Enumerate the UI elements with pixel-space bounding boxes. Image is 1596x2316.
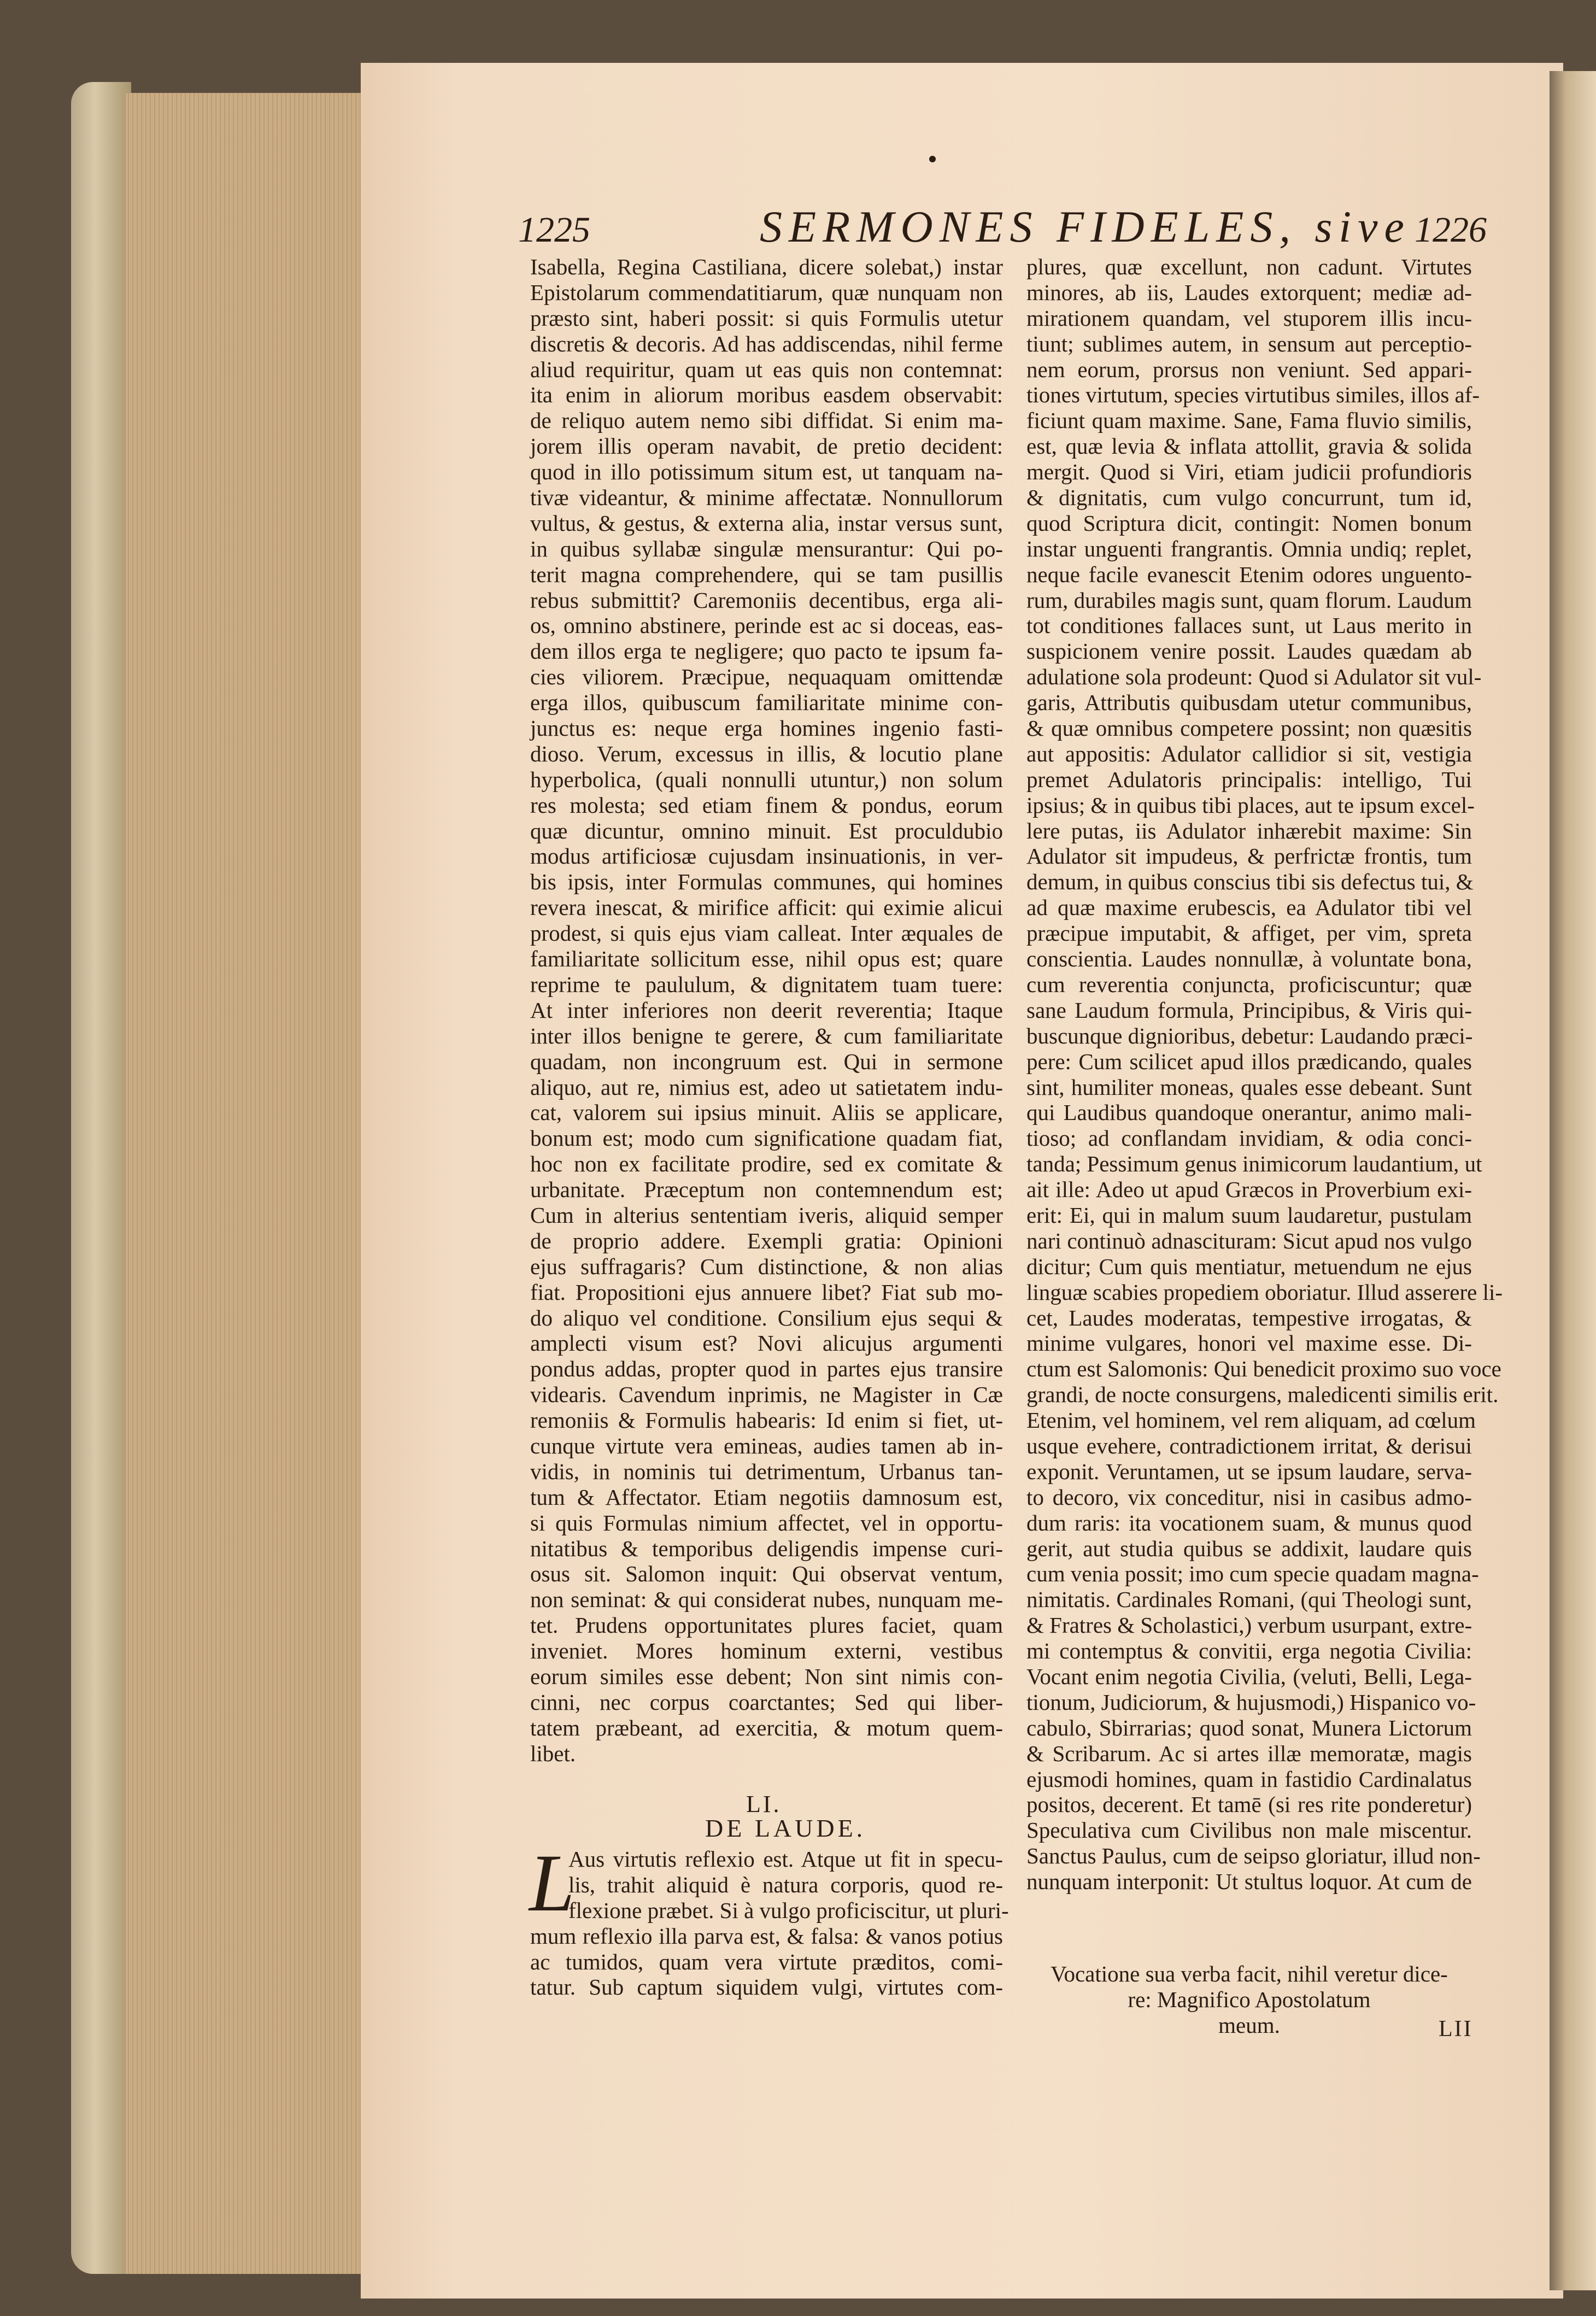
left-column-line: hoc non ex facilitate prodire, sed ex comitate & <box>530 1151 1003 1177</box>
section-body-line: lis, trahit aliquid è natura corporis, quod re- <box>568 1872 1003 1897</box>
left-column-line: quadam, non incongruum est. Qui in sermone <box>530 1048 1003 1074</box>
left-column-line: eorum similes esse debent; Non sint nimis con- <box>530 1663 1003 1689</box>
right-column-line: mi contemptus & convitii, erga negotia Civilia: <box>1026 1638 1472 1664</box>
right-column-line: præcipue imputabit, & affiget, per vim, spreta <box>1026 920 1472 946</box>
section-body-line: tatur. Sub captum siquidem vulgi, virtutes com- <box>530 1974 1003 2000</box>
left-column-line: osus sit. Salomon inquit: Qui observat ventum, <box>530 1561 1003 1587</box>
right-column-line: aut appositis: Adulator callidior si sit, vestigia <box>1026 741 1472 766</box>
left-column-line: aliquo, aut re, nimius est, adeo ut satietatem indu- <box>530 1074 1003 1100</box>
left-column-line: prodest, si quis ejus viam calleat. Inter æquales de <box>530 920 1003 946</box>
left-column-line: urbanitate. Præceptum non contemnendum est; <box>530 1177 1003 1203</box>
right-column-line: minores, ab iis, Laudes extorquent; mediæ ad- <box>1026 279 1472 305</box>
left-column-line: terit magna comprehendere, qui se tam pusillis <box>530 561 1003 587</box>
right-column-line: buscunque dignioribus, debetur: Laudando præci- <box>1026 1023 1473 1048</box>
right-tail-line: Vocatione sua verba facit, nihil veretur dice- <box>1051 1961 1448 1986</box>
section-title: DE LAUDE. <box>705 1814 866 1842</box>
left-column-line: tatem præbeant, ad exercitia, & motum quem- <box>530 1715 1003 1740</box>
right-column-line: tanda; Pessimum genus inimicorum laudantium, ut <box>1026 1151 1482 1177</box>
left-column-line: bis ipsis, inter Formulas communes, qui homines <box>530 869 1003 895</box>
left-column-line: libet. <box>530 1740 576 1766</box>
left-column-line: non seminat: & qui considerat nubes, nunquam me- <box>530 1587 1003 1613</box>
section-body-line: ac tumidos, quam vera virtute præditos, comi- <box>530 1949 1003 1974</box>
right-column-line: Vocant enim negotia Civilia, (veluti, Belli, Lega- <box>1026 1663 1472 1689</box>
right-column-line: ficiunt quam maxime. Sane, Fama fluvio similis, <box>1026 408 1472 433</box>
page-edges <box>126 93 361 2274</box>
folio-number-left: 1225 <box>518 210 590 250</box>
right-column-line: nari continuò adnascituram: Sicut apud nos vulgo <box>1026 1228 1472 1253</box>
right-column-line: qui Laudibus quandoque onerantur, animo mali- <box>1026 1100 1472 1125</box>
right-column-line: tiunt; sublimes autem, in sensum aut perceptio- <box>1026 331 1472 356</box>
right-column-tail <box>1026 1961 1472 2038</box>
right-column-line: Speculativa cum Civilibus non male miscentur. <box>1026 1817 1472 1843</box>
right-column-line: rum, durabiles magis sunt, quam florum. Laudum <box>1026 587 1472 613</box>
right-column-line: garis, Attributis quibusdam utetur communibus, <box>1026 690 1472 716</box>
drop-cap: L <box>529 1838 575 1928</box>
left-column-line: discretis & decoris. Ad has addiscendas, nihil ferme <box>530 331 1003 356</box>
left-column-line: cat, valorem sui ipsius minuit. Aliis se applicare, <box>530 1100 1003 1125</box>
right-tail-line: meum. <box>1218 2012 1280 2038</box>
left-column-line: de reliquo autem nemo sibi diffidat. Si enim ma- <box>530 408 1003 433</box>
left-column-line: quod in illo potissimum situm est, ut tanquam na- <box>530 459 1003 485</box>
left-column-line: erga illos, quibuscum familiaritate minime con- <box>530 690 1003 716</box>
right-column-line: instar unguenti frangrantis. Omnia undiq; replet, <box>1026 536 1472 561</box>
right-column-line: mirationem quandam, vel stuporem illis incu- <box>1026 305 1472 331</box>
right-column-line: Etenim, vel hominem, vel rem aliquam, ad cœlum <box>1026 1408 1476 1433</box>
left-column-line: os, omnino abstinere, perinde est ac si doceas, eas- <box>530 613 1003 638</box>
catchword: LII <box>1439 2016 1473 2042</box>
left-column-line: pondus addas, propter quod in partes ejus transire <box>530 1356 1003 1382</box>
left-text-column <box>530 254 1003 1767</box>
right-column-line: & Scribarum. Ac si artes illæ memoratæ, magis <box>1026 1740 1472 1766</box>
page-dot <box>929 156 936 162</box>
right-column-line: & Fratres & Scholastici,) verbum usurpant, extre- <box>1026 1613 1472 1638</box>
right-column-line: usque evehere, contradictionem irritat, & derisui <box>1026 1433 1472 1458</box>
left-column-line: nitatibus & temporibus deligendis impense curi- <box>530 1535 1003 1561</box>
left-column-line: Epistolarum commendatitiarum, quæ nunquam non <box>530 279 1003 305</box>
left-column-line: revera inescat, & mirifice afficit: qui eximie alicui <box>530 895 1003 920</box>
left-column-line: res molesta; sed etiam finem & pondus, eorum <box>530 792 1003 818</box>
right-column-line: tot conditiones fallaces sunt, ut Laus merito in <box>1026 613 1472 638</box>
right-column-line: suspicionem venire possit. Laudes quædam ab <box>1026 638 1472 664</box>
section-body-line: mum reflexio illa parva est, & falsa: & vanos potius <box>530 1923 1003 1949</box>
section-number: LI. <box>746 1791 782 1817</box>
right-column-line: est, quæ levia & inflata attollit, gravia & solida <box>1026 433 1472 459</box>
left-column-line: cies viliorem. Præcipue, nequaquam omittendæ <box>530 664 1003 690</box>
right-column-line: gerit, aut studia quibus se addixit, laudare quis <box>1026 1535 1472 1561</box>
right-text-column <box>1026 254 1503 1895</box>
right-column-line: nunquam interponit: Ut stultus loquor. At cum de <box>1026 1869 1472 1895</box>
right-column-line: ejusmodi homines, quam in fastidio Cardinalatus <box>1026 1766 1472 1792</box>
right-column-line: Adulator sit impudeus, & perfrictæ frontis, tum <box>1026 843 1472 869</box>
right-column-line: exponit. Veruntamen, ut se ipsum laudare, serva- <box>1026 1458 1472 1484</box>
right-column-line: cum reverentia conjuncta, proficiscuntur; quæ <box>1026 971 1472 997</box>
right-column-line: & quæ omnibus competere possint; non quæsitis <box>1026 716 1472 741</box>
left-column-line: dioso. Verum, excessus in illis, & locutio plane <box>530 741 1003 766</box>
right-column-line: ipsius; & in quibus tibi places, aut te ipsum excel- <box>1026 792 1475 818</box>
left-column-line: amplecti visum est? Novi alicujus argumenti <box>530 1330 1003 1356</box>
left-column-line: in quibus syllabæ singulæ mensurantur: Qui po- <box>530 536 1003 561</box>
right-column-line: & dignitatis, cum vulgo concurrunt, tum id, <box>1026 485 1472 511</box>
left-column-line: tet. Prudens opportunitates plures faciet, quam <box>530 1613 1003 1638</box>
right-column-line: grandi, de nocte consurgens, maledicenti similis erit. <box>1026 1382 1499 1408</box>
left-column-line: aliud requiritur, quam ut eas quis non contemnat: <box>530 356 1003 382</box>
left-column-line: Isabella, Regina Castiliana, dicere solebat,) instar <box>530 254 1003 279</box>
left-column-line: ejus suffragaris? Cum distinctione, & non alias <box>530 1253 1003 1279</box>
left-column-line: modus artificiosæ cujusdam insinuationis, in ver- <box>530 843 1003 869</box>
right-column-line: adulatione sola prodeunt: Quod si Adulator sit vul- <box>1026 664 1482 690</box>
left-column-line: fiat. Propositioni ejus annuere libet? Fiat sub mo- <box>530 1279 1003 1305</box>
left-column-line: remoniis & Formulis habearis: Id enim si fiet, ut- <box>530 1408 1003 1433</box>
section-body-line: flexione præbet. Si à vulgo proficiscitur, ut pluri- <box>568 1897 1009 1923</box>
right-column-line: minime vulgares, honori vel maxime esse. Di- <box>1026 1330 1472 1356</box>
left-column-line: familiaritate sollicitum esse, nihil opus est; quare <box>530 946 1003 972</box>
right-column-line: Sanctus Paulus, cum de seipso gloriatur, illud non- <box>1026 1843 1481 1869</box>
left-column-line: vultus, & gestus, & externa alia, instar versus sunt, <box>530 510 1003 536</box>
folio-number-right: 1226 <box>1415 210 1487 250</box>
left-column-line: inveniet. Mores hominum externi, vestibus <box>530 1638 1003 1664</box>
left-column-line: Cum in alterius sententiam iveris, aliquid semper <box>530 1202 1003 1228</box>
right-column-line: sint, humiliter moneas, quales esse debeant. Sunt <box>1026 1074 1472 1100</box>
left-column-line: inter illos benigne te gerere, & cum familiaritate <box>530 1023 1003 1048</box>
left-column-line: quæ dicuntur, omnino minuit. Est proculdubio <box>530 818 1003 843</box>
left-column-line: tum & Affectator. Etiam negotiis damnosum est, <box>530 1484 1003 1510</box>
left-column-line: do aliquo vel conditione. Consilium ejus sequi & <box>530 1305 1003 1330</box>
book-cover-left <box>71 82 131 2274</box>
left-column-line: rebus submittit? Caremoniis decentibus, erga ali- <box>530 587 1003 613</box>
right-column-line: ad quæ maxime erubescis, ea Adulator tibi vel <box>1026 895 1472 920</box>
left-column-line: bonum est; modo cum significatione quadam fiat, <box>530 1125 1003 1151</box>
right-column-line: sane Laudum formula, Principibus, & Viris qui- <box>1026 997 1472 1023</box>
right-column-line: positos, decerent. Et tamē (si res rite ponderetur) <box>1026 1792 1472 1817</box>
right-column-line: to decoro, vix conceditur, nisi in casibus admo- <box>1026 1484 1472 1510</box>
right-column-line: plures, quæ excellunt, non cadunt. Virtutes <box>1026 254 1472 279</box>
right-column-line: ctum est Salomonis: Qui benedicit proximo suo voce <box>1026 1356 1501 1382</box>
right-column-line: tionum, Judiciorum, & hujusmodi,) Hispanico vo- <box>1026 1689 1476 1715</box>
left-column-line: jorem illis operam navabit, de pretio decident: <box>530 433 1003 459</box>
right-column-line: linguæ scabies propediem oboriatur. Illud asserere li- <box>1026 1279 1503 1305</box>
running-head: SERMONES FIDELES, sive <box>760 202 1411 251</box>
left-column-line: de proprio addere. Exempli gratia: Opinioni <box>530 1228 1003 1253</box>
right-page-edge <box>1550 71 1596 2290</box>
right-column-line: conscientia. Laudes nonnullæ, à voluntate bona, <box>1026 946 1472 972</box>
right-column-line: tioso; ad conflandam invidiam, & odia conci- <box>1026 1125 1472 1151</box>
right-column-line: tiones virtutum, species virtutibus similes, illos af- <box>1026 382 1480 408</box>
right-column-line: mergit. Quod si Viri, etiam judicii profundioris <box>1026 459 1472 485</box>
left-column-line: tivæ videantur, & minime affectatæ. Nonnullorum <box>530 485 1003 511</box>
left-column-line: ita enim in aliorum moribus easdem observabit: <box>530 382 1003 408</box>
right-column-line: cet, Laudes moderatas, tempestive irrogatas, & <box>1026 1305 1472 1330</box>
left-column-line: videaris. Cavendum inprimis, ne Magister in Cæ <box>530 1382 1003 1408</box>
right-column-line: lere putas, iis Adulator inhærebit maxime: Sin <box>1026 818 1472 843</box>
left-column-line: At inter inferiores non deerit reverentia; Itaque <box>530 997 1003 1023</box>
right-column-line: demum, in quibus conscius tibi sis defectus tui, & <box>1026 869 1474 895</box>
right-column-line: premet Adulatoris principalis: intelligo, Tui <box>1026 766 1472 792</box>
right-column-line: nem eorum, prorsus non veniunt. Sed appari- <box>1026 356 1472 382</box>
right-tail-line: re: Magnifico Apostolatum <box>1128 1986 1371 2012</box>
right-column-line: neque facile evanescit Etenim odores unguento- <box>1026 561 1472 587</box>
left-column-line: cinni, nec corpus coarctantes; Sed qui liber- <box>530 1689 1003 1715</box>
left-column-line: præsto sint, haberi possit: si quis Formulis utetur <box>530 305 1003 331</box>
section-body-line: Aus virtutis reflexio est. Atque ut fit in specu- <box>568 1846 1003 1872</box>
right-column-line: cum venia possit; imo cum specie quadam magna- <box>1026 1561 1479 1587</box>
right-column-line: dicitur; Cum quis mentiatur, metuendum ne ejus <box>1026 1253 1472 1279</box>
left-column-line: reprime te paululum, & dignitatem tuam tuere: <box>530 971 1003 997</box>
right-column-line: quod Scriptura dicit, contingit: Nomen bonum <box>1026 510 1472 536</box>
right-column-line: ait ille: Adeo ut apud Græcos in Proverbium exi- <box>1026 1177 1472 1203</box>
section-body <box>530 1846 1009 2000</box>
left-column-line: hyperbolica, (quali nonnulli utuntur,) non solum <box>530 766 1003 792</box>
left-column-line: si quis Formulas nimium affectet, vel in opportu- <box>530 1510 1003 1535</box>
right-column-line: dum raris: ita vocationem suam, & munus quod <box>1026 1510 1472 1535</box>
left-column-line: vidis, in nominis tui detrimentum, Urbanus tan- <box>530 1458 1003 1484</box>
right-column-line: cabulo, Sbirrarias; quod sonat, Munera Lictorum <box>1026 1715 1472 1740</box>
right-column-line: pere: Cum scilicet apud illos prædicando, quales <box>1026 1048 1472 1074</box>
left-column-line: junctus es: neque erga homines ingenio fasti- <box>530 716 1003 741</box>
right-column-line: erit: Ei, qui in malum suum laudaretur, pustulam <box>1026 1202 1472 1228</box>
left-column-line: cunque virtute vera emineas, audies tamen ab in- <box>530 1433 1003 1458</box>
left-column-line: dem illos erga te negligere; quo pacto te ipsum fa- <box>530 638 1003 664</box>
right-column-line: nimitatis. Cardinales Romani, (qui Theologi sunt, <box>1026 1587 1472 1613</box>
